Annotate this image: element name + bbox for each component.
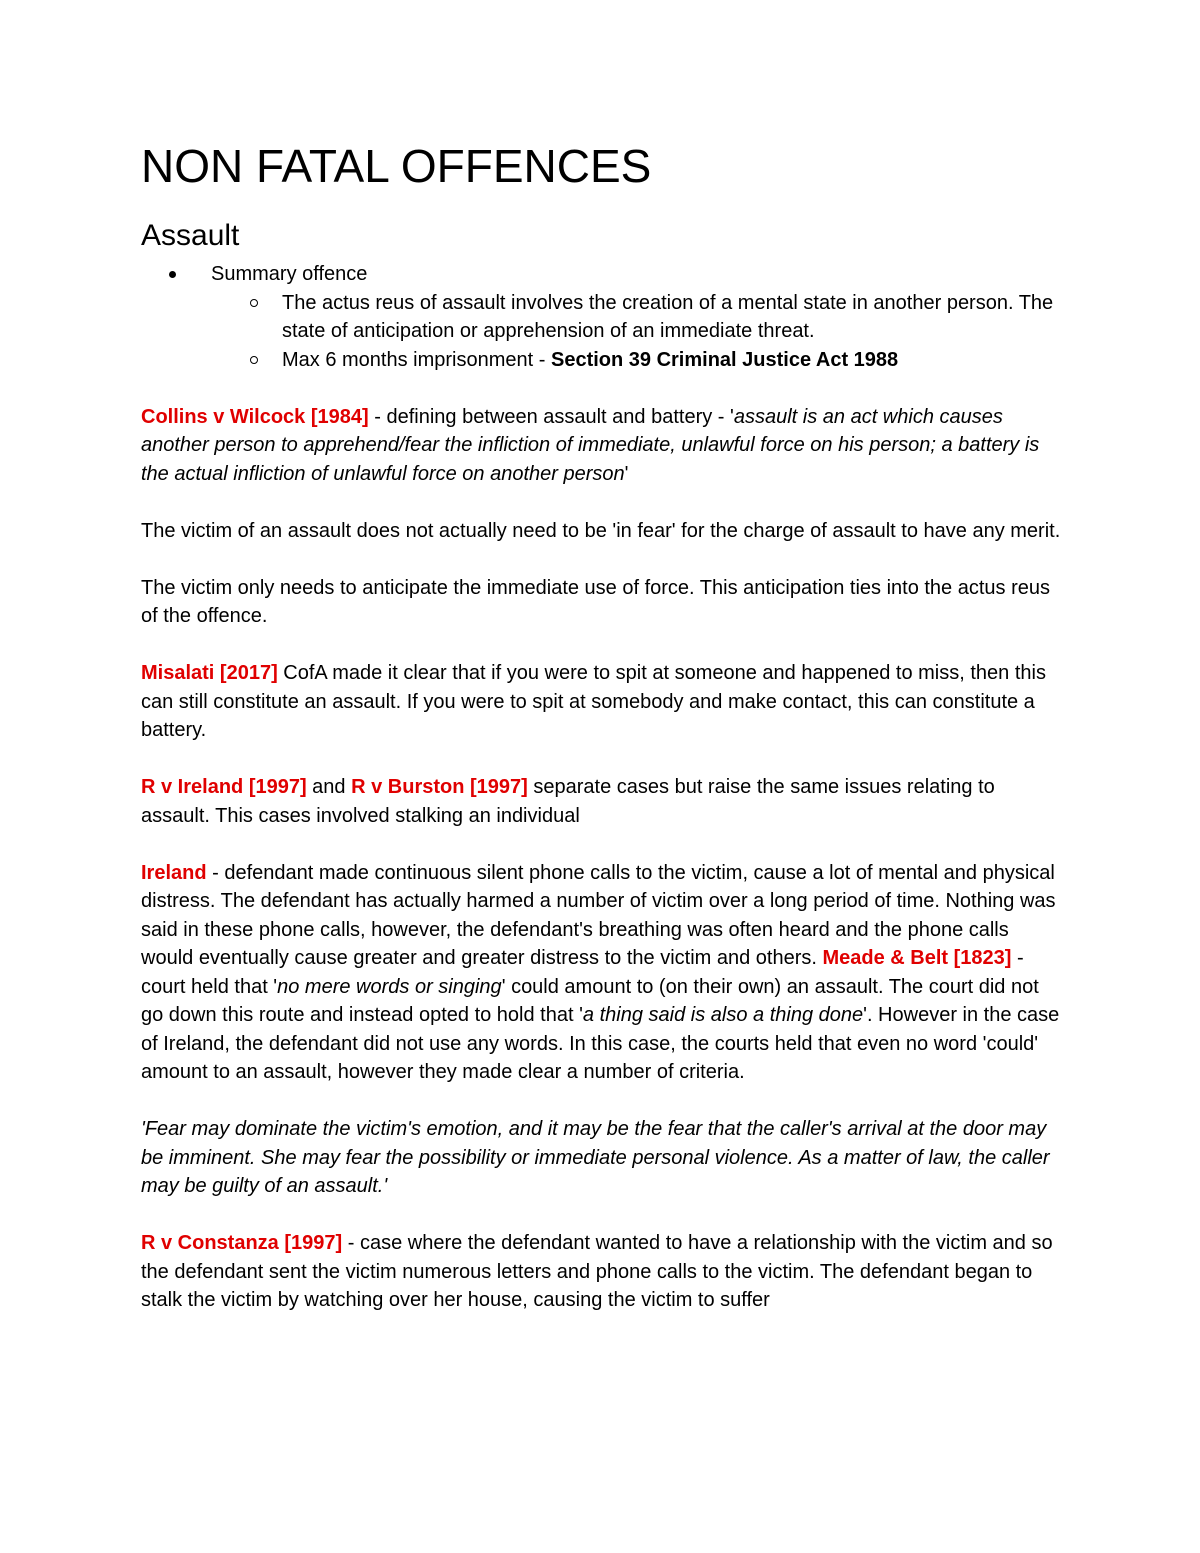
list-item: The actus reus of assault involves the creation of a mental state in another person. The state of anticipation or apprehension of an immediate threat. bbox=[141, 289, 1061, 346]
case-name: R v Constanza [1997] bbox=[141, 1232, 343, 1254]
bullet-circle-icon bbox=[250, 299, 258, 307]
paragraph: Ireland - defendant made continuous silent phone calls to the victim, cause a lot of mental and physical distress. The defendant has actually harmed a number of victim over a long period of time. Nothing was said in these phone calls, however, the defendant's breathing was often heard and the phone calls would eventually cause greater and greater distress to the victim and others. Meade & Belt [1823] - court held that 'no mere words or singing' could amount to (on their own) an assault. The court did not go down this route and instead opted to hold that 'a thing said is also a thing done'. However in the case of Ireland, the defendant did not use any words. In this case, the courts held that even no word 'could' amount to an assault, however they made clear a number of criteria. bbox=[141, 861, 1060, 1083]
case-name: R v Burston [1997] bbox=[351, 776, 528, 798]
quotation: 'Fear may dominate the victim's emotion, and it may be the fear that the caller's arrival at the door may be imminent. She may fear the possibility or immediate personal violence. As a matter of law, the caller may be guilty of an assault.' bbox=[141, 1118, 1050, 1197]
paragraph: Collins v Wilcock [1984] - defining between assault and battery - 'assault is an act which causes another person to apprehend/fear the infliction of immediate, unlawful force on his person; a battery is the actual infliction of unlawful force on another person' bbox=[141, 405, 1040, 485]
case-name: Misalati [2017] bbox=[141, 662, 278, 684]
case-name: R v Ireland [1997] bbox=[141, 776, 307, 798]
list-item: Summary offence bbox=[141, 260, 1061, 289]
section-heading: Assault bbox=[141, 219, 240, 252]
bullet-circle-icon bbox=[250, 356, 258, 364]
case-name: Collins v Wilcock [1984] bbox=[141, 405, 369, 428]
paragraph: R v Ireland [1997] and R v Burston [1997] separate cases but raise the same issues relating to assault. This cases involved stalking an individual bbox=[141, 776, 995, 827]
document-page bbox=[141, 138, 1061, 1343]
document-title: NON FATAL OFFENCES bbox=[141, 140, 652, 192]
paragraph: Misalati [2017] CofA made it clear that if you were to spit at someone and happened to miss, then this can still constitute an assault. If you were to spit at somebody and make contact, this can constitute a battery. bbox=[141, 662, 1046, 741]
bullet-list bbox=[141, 260, 1061, 374]
paragraph: R v Constanza [1997] - case where the defendant wanted to have a relationship with the victim and so the defendant sent the victim numerous letters and phone calls to the victim. The defendant began to stalk the victim by watching over her house, causing the victim to suffer bbox=[141, 1232, 1053, 1311]
bullet-dot-icon bbox=[169, 271, 176, 278]
case-name: Ireland bbox=[141, 861, 207, 884]
list-item: Max 6 months imprisonment - Section 39 Criminal Justice Act 1988 bbox=[141, 346, 1061, 375]
paragraph: The victim of an assault does not actually need to be 'in fear' for the charge of assault to have any merit. bbox=[141, 519, 1061, 542]
paragraph: The victim only needs to anticipate the immediate use of force. This anticipation ties into the actus reus of the offence. bbox=[141, 576, 1050, 627]
case-name: Meade & Belt [1823] bbox=[822, 947, 1012, 969]
